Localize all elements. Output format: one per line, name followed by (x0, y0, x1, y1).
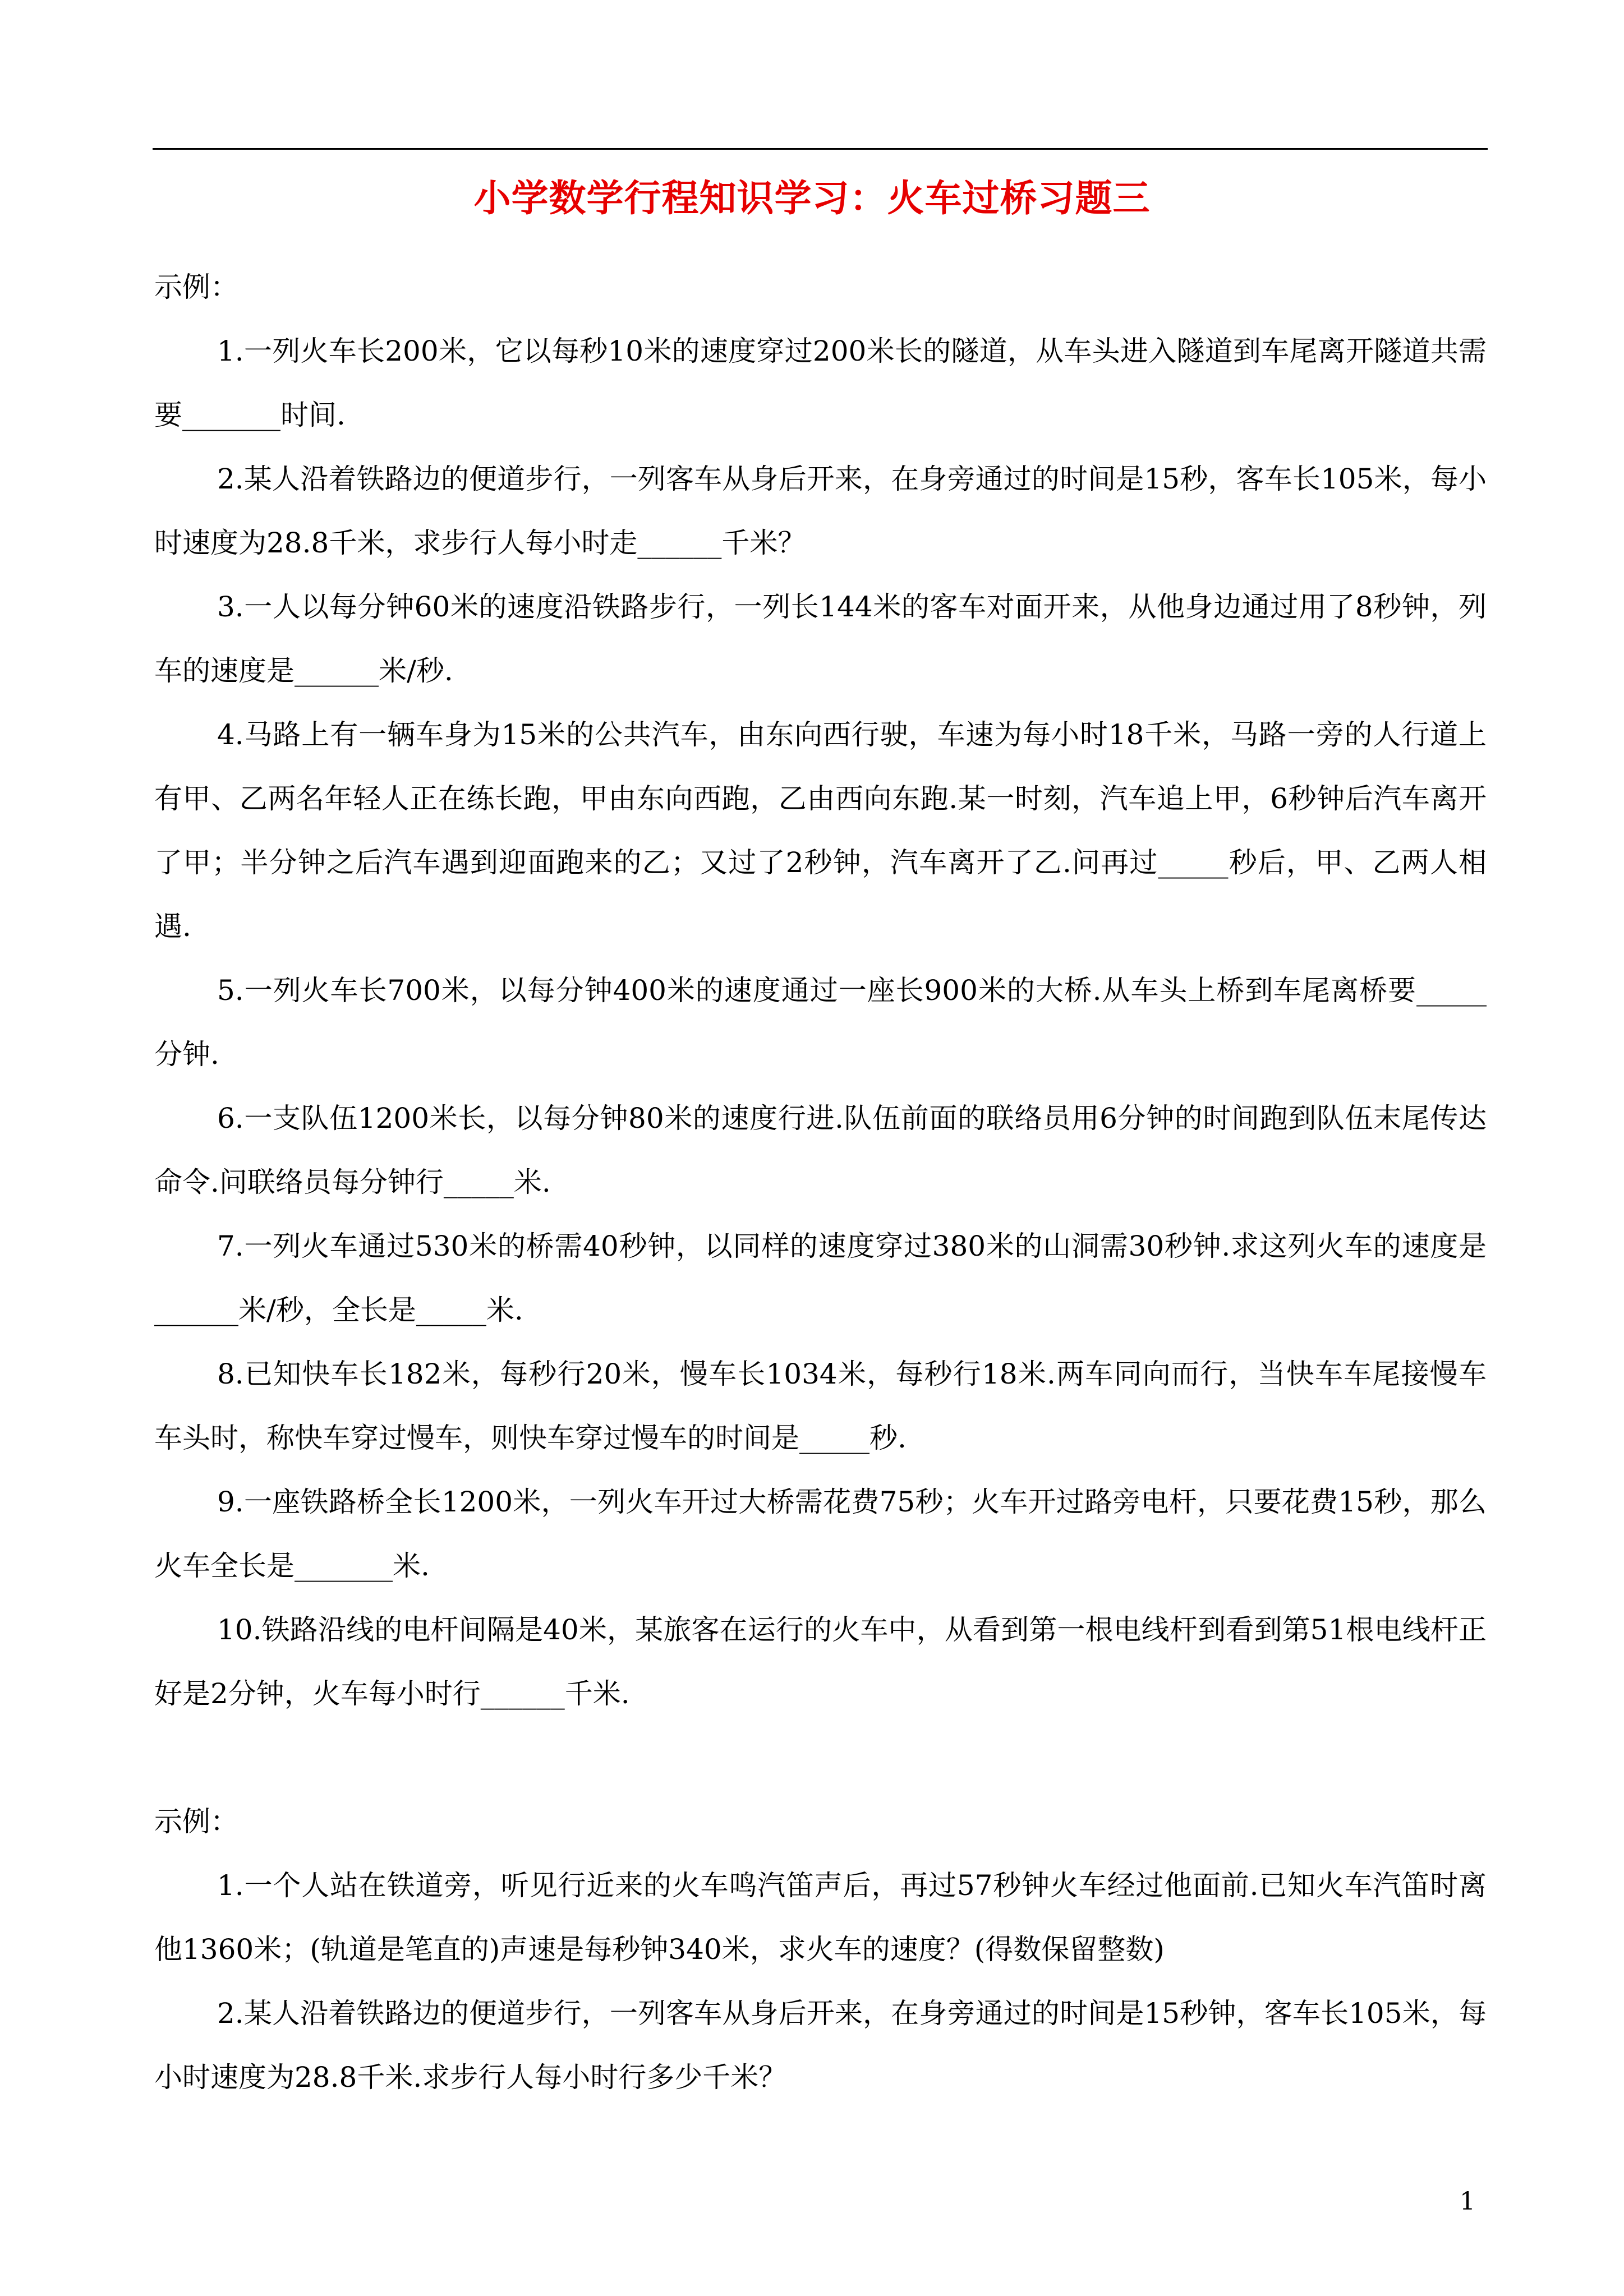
question-item: 1.一个人站在铁道旁，听见行近来的火车鸣汽笛声后，再过57秒钟火车经过他面前.已知火车汽笛时离他1360米；(轨道是笔直的)声速是每秒钟340米，求火车的速度？(得数保留整数) (154, 1869, 1487, 1966)
question-item: 3.一人以每分钟60米的速度沿铁路步行，一列长144米的客车对面开来，从他身边通过用了8秒钟，列车的速度是______米/秒. (154, 591, 1487, 687)
page-number: 1 (1460, 2187, 1475, 2216)
question-item: 5.一列火车长700米，以每分钟400米的速度通过一座长900米的大桥.从车头上桥到车尾离桥要_____分钟. (154, 974, 1487, 1071)
section-label: 示例： (154, 271, 238, 303)
question-item: 2.某人沿着铁路边的便道步行，一列客车从身后开来，在身旁通过的时间是15秒钟，客车长105米，每小时速度为28.8千米.求步行人每小时行多少千米？ (154, 1997, 1487, 2094)
question-item: 6.一支队伍1200米长，以每分钟80米的速度行进.队伍前面的联络员用6分钟的时间跑到队伍末尾传达命令.问联络员每分钟行_____米. (154, 1102, 1487, 1198)
question-item: 1.一列火车长200米，它以每秒10米的速度穿过200米长的隧道，从车头进入隧道到车尾离开隧道共需要_______时间. (154, 335, 1487, 431)
question-item: 4.马路上有一辆车身为15米的公共汽车，由东向西行驶，车速为每小时18千米，马路一旁的人行道上有甲、乙两名年轻人正在练长跑，甲由东向西跑，乙由西向东跑.某一时刻，汽车追上甲，6秒钟后汽车离开了甲；半分钟之后汽车遇到迎面跑来的乙；又过了2秒钟，汽车离开了乙.问再过_____秒后，甲、乙两人相遇. (154, 718, 1487, 943)
question-item: 2.某人沿着铁路边的便道步行，一列客车从身后开来，在身旁通过的时间是15秒，客车长105米，每小时速度为28.8千米，求步行人每小时走______千米？ (154, 463, 1487, 559)
section-spacer (154, 1726, 1487, 1790)
page-title: 小学数学行程知识学习：火车过桥习题三 (473, 176, 1151, 220)
question-item: 9.一座铁路桥全长1200米，一列火车开过大桥需花费75秒；火车开过路旁电杆，只要花费15秒，那么火车全长是_______米. (154, 1486, 1487, 1582)
section-label: 示例： (154, 1805, 238, 1838)
header-rule (153, 148, 1488, 150)
question-item: 7.一列火车通过530米的桥需40秒钟，以同样的速度穿过380米的山洞需30秒钟.求这列火车的速度是______米/秒，全长是_____米. (154, 1230, 1487, 1326)
question-item: 8.已知快车长182米，每秒行20米，慢车长1034米，每秒行18米.两车同向而行，当快车车尾接慢车车头时，称快车穿过慢车，则快车穿过慢车的时间是_____秒. (154, 1358, 1487, 1454)
question-item: 10.铁路沿线的电杆间隔是40米，某旅客在运行的火车中，从看到第一根电线杆到看到第51根电线杆正好是2分钟，火车每小时行______千米. (154, 1613, 1487, 1710)
document-body (154, 255, 1487, 2109)
